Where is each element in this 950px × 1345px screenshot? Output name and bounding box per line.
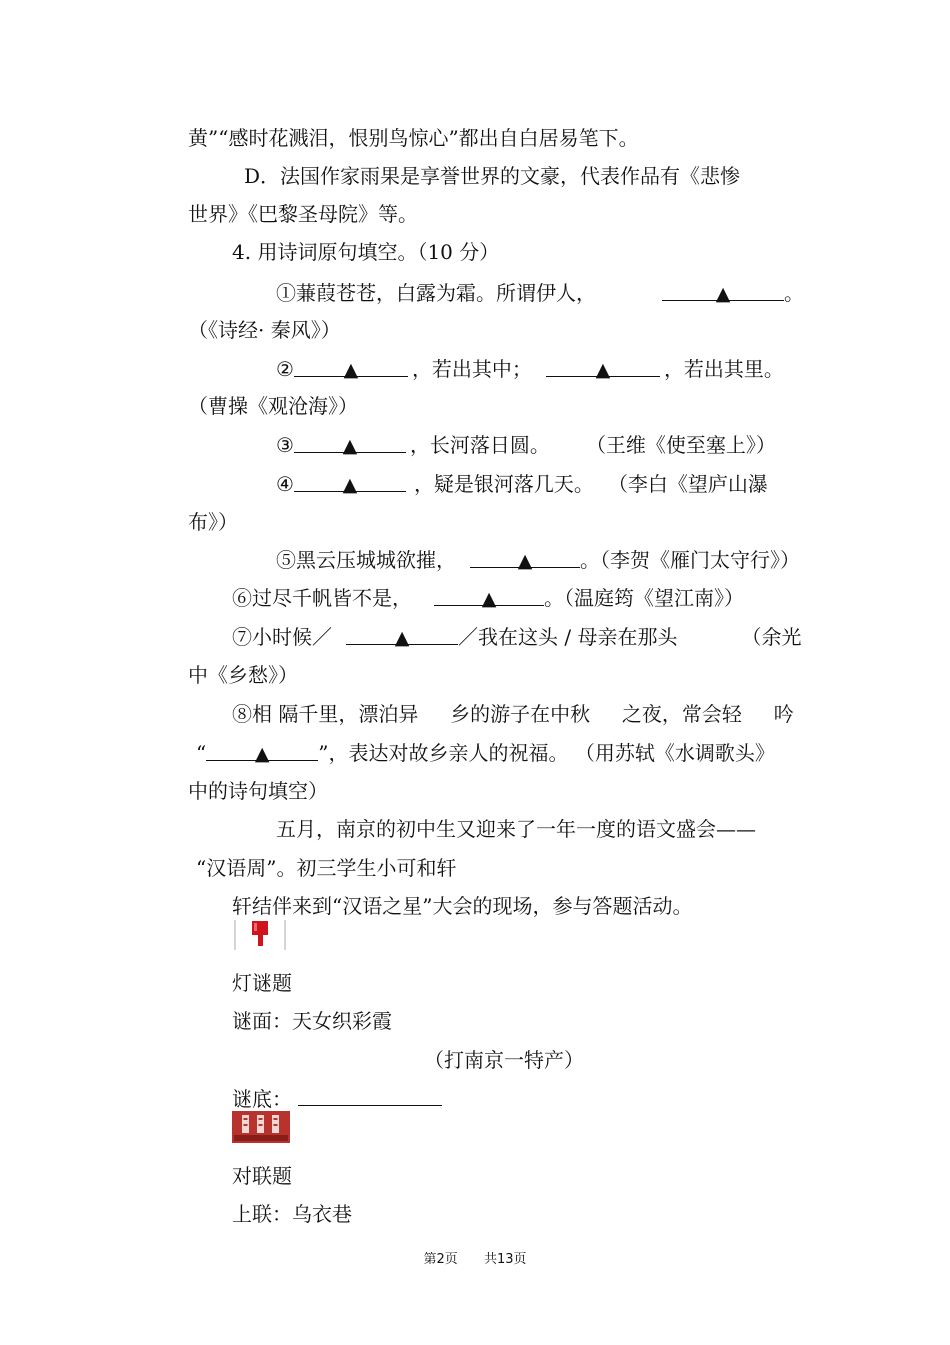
poem-line-8-cont bbox=[196, 740, 775, 766]
poem-line-8: ⑧相 隔千里，漂泊异 乡的游子在中秋 之夜，常会轻 吟 bbox=[232, 702, 794, 726]
source-text: （王维《使至塞上》） bbox=[595, 433, 776, 457]
couplet-icon bbox=[232, 1111, 290, 1147]
poem-line-2 bbox=[276, 356, 784, 382]
couplet-text: 上联：乌衣巷 bbox=[232, 1202, 352, 1226]
answer-label: 谜底： bbox=[232, 1087, 292, 1111]
source-line: （《诗经· 秦风》） bbox=[188, 318, 341, 342]
triangle-icon: ▲ bbox=[342, 474, 358, 496]
triangle-icon: ▲ bbox=[343, 359, 359, 381]
triangle-icon: ▲ bbox=[481, 588, 497, 610]
quote-mark: “ bbox=[196, 741, 207, 765]
page-total: 共13页 bbox=[483, 1252, 527, 1267]
paragraph-line: “汉语周”。初三学生小可和轩 bbox=[196, 856, 457, 880]
answer-blank[interactable] bbox=[298, 1087, 442, 1106]
answer-blank[interactable] bbox=[294, 432, 406, 457]
answer-blank[interactable] bbox=[434, 585, 544, 610]
answer-blank[interactable] bbox=[206, 740, 318, 765]
source-line: （曹操《观沧海》） bbox=[188, 394, 358, 418]
text-line: 世界》《巴黎圣母院》等。 bbox=[188, 202, 418, 226]
poem-line-7 bbox=[232, 624, 801, 650]
paragraph-line: 五月，南京的初中生又迎来了一年一度的语文盛会—— bbox=[276, 817, 756, 841]
triangle-icon: ▲ bbox=[342, 435, 358, 457]
answer-blank[interactable] bbox=[546, 356, 660, 381]
poem-text: 。 bbox=[784, 281, 804, 305]
poem-text: ⑤黑云压城城欲摧， bbox=[276, 548, 456, 572]
poem-text: ”，表达对故乡亲人的祝福。 （用苏轼《水调歌头》 bbox=[318, 741, 775, 765]
riddle-answer-line bbox=[232, 1086, 442, 1112]
poem-line-4 bbox=[276, 471, 768, 497]
source-line: 中《乡愁》） bbox=[188, 663, 298, 687]
paragraph-line: 轩结伴来到“汉语之星”大会的现场，参与答题活动。 bbox=[232, 894, 693, 918]
source-text: （李白《望庐山瀑 bbox=[617, 472, 768, 496]
answer-blank[interactable] bbox=[662, 280, 784, 305]
poem-line-5 bbox=[276, 547, 800, 573]
poem-text: ② bbox=[276, 357, 294, 381]
poem-text: 。（温庭筠《望江南》） bbox=[544, 586, 744, 610]
poem-text: ④ bbox=[276, 472, 294, 496]
poem-text: ①蒹葭苍苍，白露为霜。所谓伊人， bbox=[276, 281, 596, 305]
poem-text: ⑥过尽千帆皆不是， bbox=[232, 586, 412, 610]
question-4-heading: 4. 用诗词原句填空。（10 分） bbox=[232, 240, 500, 264]
answer-blank[interactable] bbox=[294, 471, 406, 496]
answer-blank[interactable] bbox=[470, 547, 580, 572]
page-footer bbox=[0, 1248, 950, 1267]
poem-text: ，若出其里。 bbox=[663, 357, 784, 381]
poem-line-6 bbox=[232, 585, 744, 611]
triangle-icon: ▲ bbox=[394, 627, 410, 649]
answer-blank[interactable] bbox=[346, 624, 458, 649]
poem-text: ③ bbox=[276, 433, 294, 457]
triangle-icon: ▲ bbox=[715, 283, 731, 305]
poem-line-3 bbox=[276, 432, 776, 458]
riddle-hint: （打南京一特产） bbox=[424, 1048, 584, 1072]
page-number: 第2页 bbox=[423, 1252, 458, 1267]
text-line: 黄”“感时花溅泪，恨别鸟惊心”都出自白居易笔下。 bbox=[188, 126, 639, 150]
poem-text: ，疑是银河落几天。 bbox=[413, 472, 594, 496]
section-title: 灯谜题 bbox=[232, 971, 292, 995]
triangle-icon: ▲ bbox=[254, 743, 270, 765]
poem-text: ，若出其中； bbox=[411, 357, 532, 381]
triangle-icon: ▲ bbox=[595, 359, 611, 381]
poem-text: ，长河落日圆。 bbox=[409, 433, 550, 457]
poem-text: ⑦小时候／ bbox=[232, 625, 332, 649]
option-d: D．法国作家雨果是享誉世界的文豪，代表作品有《悲惨 bbox=[244, 164, 741, 188]
riddle-text: 谜面：天女织彩霞 bbox=[232, 1009, 392, 1033]
source-text: （余光 bbox=[741, 625, 802, 649]
text-line: 中的诗句填空） bbox=[188, 779, 328, 803]
answer-blank[interactable] bbox=[294, 356, 408, 381]
poem-line-1 bbox=[276, 280, 804, 306]
section-title: 对联题 bbox=[232, 1164, 292, 1188]
triangle-icon: ▲ bbox=[517, 550, 533, 572]
lantern-icon bbox=[232, 918, 288, 956]
poem-text: 。（李贺《雁门太守行》） bbox=[580, 548, 800, 572]
poem-text: ／我在这头 / 母亲在那头 bbox=[458, 625, 678, 649]
source-line: 布》） bbox=[188, 510, 238, 534]
